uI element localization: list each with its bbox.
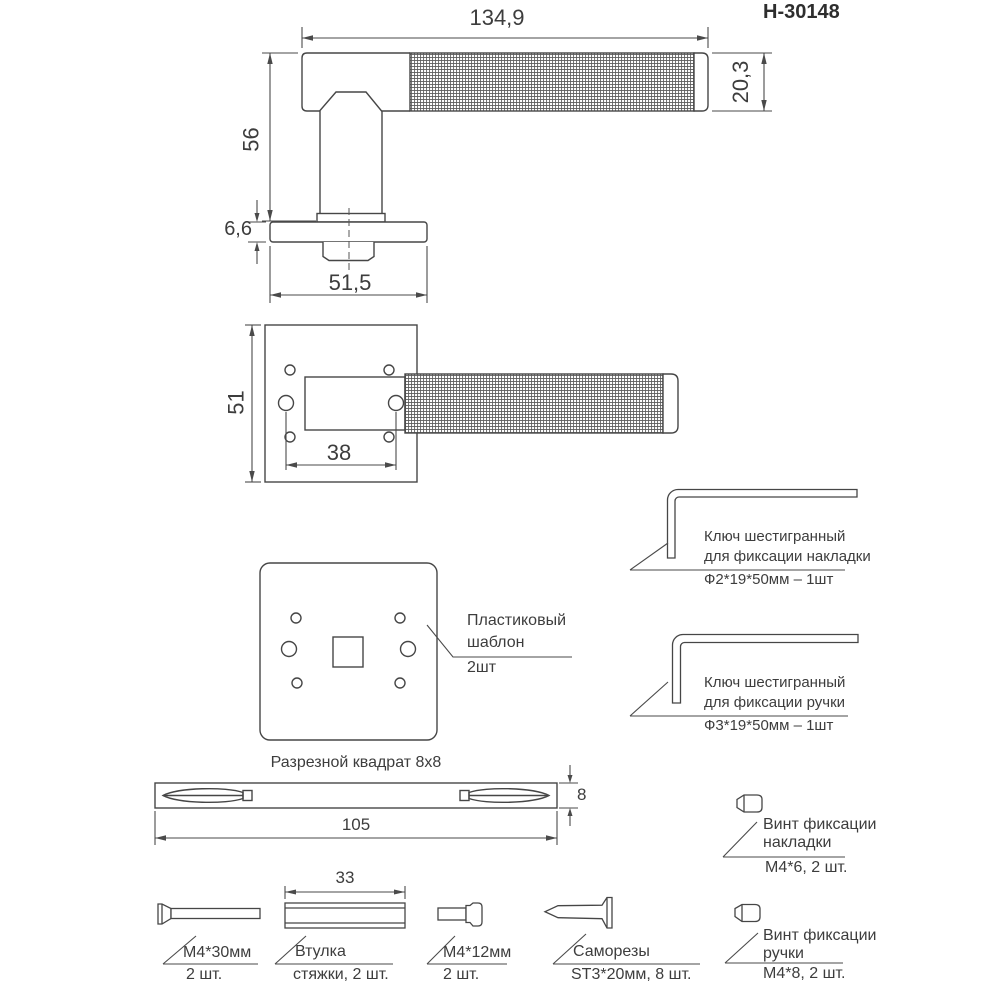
set-screw-rosette-qty: M4*6, 2 шт. [765,859,848,876]
hex-key-large-label-line2: для фиксации ручки [704,694,846,711]
dim-rod-length: 105 [341,815,371,834]
bolt-m4-30 [158,904,260,924]
dim-rosette-thickness: 6,6 [224,218,252,240]
dim-rosette-width: 51,5 [328,270,372,295]
template-label-line2: шаблон [467,634,525,651]
bolt-m4-30-qty: 2 шт. [186,966,223,983]
sleeve-qty: стяжки, 2 шт. [293,966,389,983]
template-label-line1: Пластиковый [467,612,567,629]
hex-key-large [673,635,859,704]
self-tapping-screw [545,898,612,929]
set-screw-handle [735,905,760,922]
dim-sleeve-length: 33 [335,868,355,887]
plastic-template [260,563,437,740]
fastener-leaders [163,822,848,964]
screw-m4-12-qty: 2 шт. [443,966,480,983]
set-screw-rosette-label-line2: накладки [763,834,832,851]
self-tapping-qty: ST3*20мм, 8 шт. [571,966,692,983]
set-screw-rosette [737,795,762,812]
sleeve-dimension [285,886,405,899]
set-screw-handle-qty: M4*8, 2 шт. [763,965,846,982]
hex-key-large-label-line1: Ключ шестигранный [704,674,846,691]
drawing-number: H-30148 [763,1,840,23]
hex-key-large-label-spec: Ф3*19*50мм – 1шт [704,717,834,734]
square-rod [155,783,557,808]
dim-length: 134,9 [469,5,525,30]
bolt-m4-30-label: M4*30мм [183,944,252,961]
self-tapping-label: Саморезы [573,943,650,960]
hex-key-small-label-spec: Ф2*19*50мм – 1шт [704,571,834,588]
side-view-handle [270,53,708,261]
dim-hole-spacing: 38 [326,440,352,465]
screw-m4-12-label: M4*12мм [443,944,512,961]
sleeve-label: Втулка [295,943,346,960]
dim-grip-height: 20,3 [728,60,753,104]
hex-key-small-label-line2: для фиксации накладки [704,548,871,565]
set-screw-handle-label-line2: ручки [763,945,804,962]
dim-plate-size: 51 [223,390,249,415]
screw-m4-12 [438,903,482,926]
square-rod-title: Разрезной квадрат 8x8 [270,754,442,771]
coupling-sleeve [285,903,405,928]
hex-key-small-label-line1: Ключ шестигранный [704,528,846,545]
dim-rod-size: 8 [577,785,587,804]
template-label-qty: 2шт [467,659,497,676]
dim-height: 56 [238,127,264,152]
set-screw-handle-label-line1: Винт фиксации [763,927,877,944]
set-screw-rosette-label-line1: Винт фиксации [763,816,877,833]
